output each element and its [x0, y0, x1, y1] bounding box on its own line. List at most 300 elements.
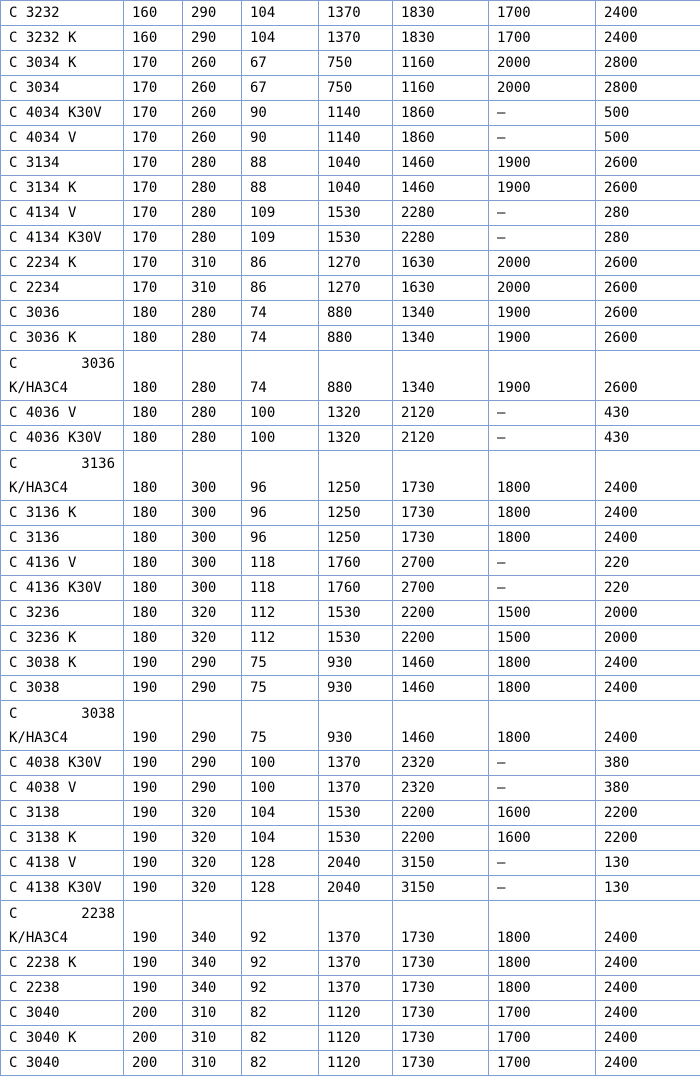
value-cell: 1120 [319, 1026, 393, 1051]
value-cell: 1700 [489, 1, 596, 26]
value-cell: 280 [596, 226, 700, 251]
value-cell: 190 [124, 701, 183, 751]
designation-cell: C 3040 K [1, 1026, 124, 1051]
value-cell: 2400 [596, 1, 700, 26]
table-row [1, 226, 700, 251]
value-cell: 2200 [393, 601, 489, 626]
value-cell: 290 [183, 676, 242, 701]
table-row [1, 601, 700, 626]
value-cell: 200 [124, 1051, 183, 1076]
value-cell: 2400 [596, 651, 700, 676]
value-cell: 290 [183, 776, 242, 801]
value-cell: 2400 [596, 526, 700, 551]
value-cell: 2600 [596, 301, 700, 326]
value-cell: 2280 [393, 201, 489, 226]
value-cell: 2000 [596, 601, 700, 626]
value-cell: 930 [319, 701, 393, 751]
value-cell: 320 [183, 826, 242, 851]
value-cell: 1830 [393, 26, 489, 51]
designation-cell: C 4036 V [1, 401, 124, 426]
value-cell: 1600 [489, 826, 596, 851]
value-cell: 340 [183, 901, 242, 951]
value-cell: 2320 [393, 751, 489, 776]
value-cell: 2400 [596, 26, 700, 51]
value-cell: 1730 [393, 976, 489, 1001]
value-cell: 1700 [489, 1051, 596, 1076]
value-cell: 1800 [489, 701, 596, 751]
designation-cell: C 3038 K/HA3C4 [1, 701, 124, 751]
value-cell: – [489, 401, 596, 426]
table-row [1, 1, 700, 26]
value-cell: 96 [242, 526, 319, 551]
value-cell: 1040 [319, 151, 393, 176]
table-row [1, 576, 700, 601]
value-cell: 1500 [489, 626, 596, 651]
value-cell: – [489, 126, 596, 151]
value-cell: 1700 [489, 26, 596, 51]
designation-cell: C 3040 [1, 1051, 124, 1076]
value-cell: 1270 [319, 276, 393, 301]
value-cell: 290 [183, 651, 242, 676]
value-cell: 2400 [596, 976, 700, 1001]
value-cell: 1800 [489, 676, 596, 701]
designation-cell: C 2238 K [1, 951, 124, 976]
value-cell: 1730 [393, 1001, 489, 1026]
value-cell: 1320 [319, 426, 393, 451]
designation-cell: C 3036 K [1, 326, 124, 351]
value-cell: 2040 [319, 876, 393, 901]
value-cell: 75 [242, 651, 319, 676]
value-cell: – [489, 776, 596, 801]
value-cell: 500 [596, 126, 700, 151]
value-cell: 190 [124, 801, 183, 826]
value-cell: 1530 [319, 201, 393, 226]
value-cell: 280 [596, 201, 700, 226]
value-cell: 2600 [596, 251, 700, 276]
table-row [1, 526, 700, 551]
value-cell: 2000 [489, 251, 596, 276]
value-cell: 128 [242, 876, 319, 901]
designation-cell: C 3232 K [1, 26, 124, 51]
value-cell: 2600 [596, 326, 700, 351]
value-cell: 100 [242, 776, 319, 801]
value-cell: 1140 [319, 126, 393, 151]
value-cell: 128 [242, 851, 319, 876]
value-cell: 1370 [319, 951, 393, 976]
value-cell: 1160 [393, 51, 489, 76]
value-cell: 1700 [489, 1026, 596, 1051]
value-cell: 104 [242, 826, 319, 851]
value-cell: 180 [124, 526, 183, 551]
designation-cell: C 3138 K [1, 826, 124, 851]
value-cell: 1460 [393, 676, 489, 701]
value-cell: 380 [596, 751, 700, 776]
table-row [1, 626, 700, 651]
value-cell: 1270 [319, 251, 393, 276]
value-cell: 2600 [596, 351, 700, 401]
value-cell: 170 [124, 126, 183, 151]
value-cell: 320 [183, 876, 242, 901]
table-row [1, 876, 700, 901]
value-cell: 2040 [319, 851, 393, 876]
value-cell: 1120 [319, 1051, 393, 1076]
value-cell: 260 [183, 76, 242, 101]
designation-cell: C 2234 [1, 276, 124, 301]
value-cell: 96 [242, 451, 319, 501]
value-cell: 2120 [393, 401, 489, 426]
value-cell: 1700 [489, 1001, 596, 1026]
value-cell: 2200 [596, 801, 700, 826]
table-row [1, 826, 700, 851]
value-cell: 1370 [319, 26, 393, 51]
value-cell: 88 [242, 176, 319, 201]
value-cell: 1460 [393, 701, 489, 751]
value-cell: 90 [242, 126, 319, 151]
table-row [1, 276, 700, 301]
value-cell: 310 [183, 1026, 242, 1051]
value-cell: – [489, 551, 596, 576]
designation-cell: C 2234 K [1, 251, 124, 276]
value-cell: 100 [242, 426, 319, 451]
designation-cell: C 4034 K30V [1, 101, 124, 126]
value-cell: 2280 [393, 226, 489, 251]
value-cell: 82 [242, 1001, 319, 1026]
value-cell: 130 [596, 876, 700, 901]
value-cell: 750 [319, 51, 393, 76]
designation-cell: C 4138 V [1, 851, 124, 876]
value-cell: 2600 [596, 176, 700, 201]
value-cell: 1830 [393, 1, 489, 26]
value-cell: 260 [183, 126, 242, 151]
designation-cell: C 4134 V [1, 201, 124, 226]
value-cell: 1800 [489, 501, 596, 526]
value-cell: 180 [124, 401, 183, 426]
value-cell: 75 [242, 676, 319, 701]
table-row [1, 401, 700, 426]
value-cell: 340 [183, 951, 242, 976]
value-cell: 880 [319, 326, 393, 351]
value-cell: 180 [124, 451, 183, 501]
value-cell: 1460 [393, 176, 489, 201]
value-cell: 75 [242, 701, 319, 751]
value-cell: 74 [242, 301, 319, 326]
table-row [1, 901, 700, 951]
value-cell: 2120 [393, 426, 489, 451]
table-row [1, 1001, 700, 1026]
designation-cell: C 3136 K/HA3C4 [1, 451, 124, 501]
value-cell: 300 [183, 551, 242, 576]
designation-cell: C 4036 K30V [1, 426, 124, 451]
value-cell: 1340 [393, 301, 489, 326]
table-body [1, 1, 700, 1076]
value-cell: 2400 [596, 501, 700, 526]
value-cell: 1860 [393, 126, 489, 151]
value-cell: 300 [183, 451, 242, 501]
table-row [1, 301, 700, 326]
value-cell: 1120 [319, 1001, 393, 1026]
value-cell: 118 [242, 551, 319, 576]
value-cell: 1760 [319, 551, 393, 576]
value-cell: 1250 [319, 501, 393, 526]
value-cell: 180 [124, 551, 183, 576]
value-cell: 170 [124, 51, 183, 76]
value-cell: 1600 [489, 801, 596, 826]
table-row [1, 1051, 700, 1076]
designation-cell: C 3134 [1, 151, 124, 176]
value-cell: 170 [124, 176, 183, 201]
value-cell: 180 [124, 351, 183, 401]
value-cell: 180 [124, 301, 183, 326]
value-cell: 220 [596, 551, 700, 576]
value-cell: 320 [183, 801, 242, 826]
value-cell: 104 [242, 1, 319, 26]
value-cell: 1730 [393, 451, 489, 501]
value-cell: – [489, 576, 596, 601]
table-row [1, 551, 700, 576]
value-cell: 300 [183, 501, 242, 526]
value-cell: 1730 [393, 951, 489, 976]
table-row [1, 26, 700, 51]
value-cell: 310 [183, 251, 242, 276]
value-cell: 2800 [596, 76, 700, 101]
table-row [1, 101, 700, 126]
value-cell: 200 [124, 1001, 183, 1026]
value-cell: 92 [242, 901, 319, 951]
designation-cell: C 3236 K [1, 626, 124, 651]
value-cell: 74 [242, 351, 319, 401]
value-cell: 260 [183, 51, 242, 76]
value-cell: 1900 [489, 351, 596, 401]
table-row [1, 451, 700, 501]
table-row [1, 801, 700, 826]
value-cell: 280 [183, 151, 242, 176]
value-cell: 280 [183, 401, 242, 426]
value-cell: 170 [124, 201, 183, 226]
designation-cell: C 2238 K/HA3C4 [1, 901, 124, 951]
value-cell: 930 [319, 651, 393, 676]
value-cell: 1250 [319, 526, 393, 551]
value-cell: 2000 [489, 76, 596, 101]
value-cell: 1730 [393, 901, 489, 951]
value-cell: 300 [183, 576, 242, 601]
designation-cell: C 3034 [1, 76, 124, 101]
value-cell: 104 [242, 801, 319, 826]
value-cell: 170 [124, 226, 183, 251]
designation-cell: C 3138 [1, 801, 124, 826]
value-cell: 1340 [393, 326, 489, 351]
value-cell: 190 [124, 676, 183, 701]
value-cell: 310 [183, 1051, 242, 1076]
value-cell: 190 [124, 976, 183, 1001]
value-cell: – [489, 226, 596, 251]
value-cell: – [489, 751, 596, 776]
designation-cell: C 3134 K [1, 176, 124, 201]
value-cell: 930 [319, 676, 393, 701]
value-cell: 2400 [596, 676, 700, 701]
value-cell: 90 [242, 101, 319, 126]
designation-cell: C 3236 [1, 601, 124, 626]
value-cell: 1730 [393, 526, 489, 551]
table-row [1, 751, 700, 776]
value-cell: 1370 [319, 751, 393, 776]
value-cell: 2400 [596, 951, 700, 976]
value-cell: 1160 [393, 76, 489, 101]
value-cell: 2400 [596, 451, 700, 501]
value-cell: 112 [242, 626, 319, 651]
table-row [1, 76, 700, 101]
designation-cell: C 4038 V [1, 776, 124, 801]
designation-cell: C 4034 V [1, 126, 124, 151]
table-row [1, 51, 700, 76]
value-cell: 750 [319, 76, 393, 101]
value-cell: 280 [183, 426, 242, 451]
value-cell: 200 [124, 1026, 183, 1051]
value-cell: 170 [124, 151, 183, 176]
value-cell: 170 [124, 251, 183, 276]
value-cell: 1800 [489, 951, 596, 976]
value-cell: 1530 [319, 801, 393, 826]
designation-cell: C 3036 K/HA3C4 [1, 351, 124, 401]
value-cell: 1630 [393, 251, 489, 276]
table-row [1, 151, 700, 176]
value-cell: 2200 [393, 626, 489, 651]
value-cell: 340 [183, 976, 242, 1001]
value-cell: 2400 [596, 701, 700, 751]
value-cell: 2320 [393, 776, 489, 801]
value-cell: 1370 [319, 1, 393, 26]
table-row [1, 501, 700, 526]
value-cell: 1860 [393, 101, 489, 126]
value-cell: 1630 [393, 276, 489, 301]
value-cell: – [489, 851, 596, 876]
value-cell: 86 [242, 276, 319, 301]
value-cell: 180 [124, 426, 183, 451]
value-cell: 92 [242, 976, 319, 1001]
value-cell: 96 [242, 501, 319, 526]
value-cell: 109 [242, 226, 319, 251]
value-cell: 82 [242, 1051, 319, 1076]
designation-cell: C 3136 [1, 526, 124, 551]
value-cell: 1730 [393, 1026, 489, 1051]
value-cell: 1800 [489, 526, 596, 551]
value-cell: 1370 [319, 901, 393, 951]
value-cell: 430 [596, 426, 700, 451]
value-cell: 280 [183, 201, 242, 226]
value-cell: 2200 [393, 826, 489, 851]
value-cell: 180 [124, 326, 183, 351]
designation-cell: C 3040 [1, 1001, 124, 1026]
value-cell: 100 [242, 401, 319, 426]
value-cell: 380 [596, 776, 700, 801]
value-cell: 180 [124, 576, 183, 601]
table-row [1, 951, 700, 976]
table-row [1, 676, 700, 701]
value-cell: 320 [183, 601, 242, 626]
value-cell: 320 [183, 851, 242, 876]
value-cell: – [489, 426, 596, 451]
value-cell: 280 [183, 226, 242, 251]
designation-cell: C 3034 K [1, 51, 124, 76]
value-cell: 2000 [596, 626, 700, 651]
value-cell: 1800 [489, 901, 596, 951]
table-row [1, 701, 700, 751]
value-cell: 2600 [596, 151, 700, 176]
value-cell: 1370 [319, 776, 393, 801]
value-cell: – [489, 876, 596, 901]
value-cell: 290 [183, 701, 242, 751]
value-cell: 280 [183, 301, 242, 326]
value-cell: 1900 [489, 301, 596, 326]
table-row [1, 851, 700, 876]
value-cell: 2700 [393, 576, 489, 601]
value-cell: 310 [183, 276, 242, 301]
value-cell: 74 [242, 326, 319, 351]
value-cell: 1800 [489, 976, 596, 1001]
value-cell: 190 [124, 951, 183, 976]
value-cell: 1900 [489, 176, 596, 201]
table-row [1, 201, 700, 226]
value-cell: 3150 [393, 876, 489, 901]
value-cell: 2600 [596, 276, 700, 301]
designation-cell: C 3136 K [1, 501, 124, 526]
table-row [1, 326, 700, 351]
value-cell: 67 [242, 76, 319, 101]
value-cell: 290 [183, 751, 242, 776]
value-cell: 160 [124, 26, 183, 51]
table-row [1, 176, 700, 201]
value-cell: 2400 [596, 1051, 700, 1076]
value-cell: – [489, 201, 596, 226]
value-cell: 1460 [393, 151, 489, 176]
value-cell: 220 [596, 576, 700, 601]
value-cell: 1730 [393, 1051, 489, 1076]
value-cell: 88 [242, 151, 319, 176]
value-cell: 290 [183, 26, 242, 51]
table-row [1, 351, 700, 401]
value-cell: 170 [124, 276, 183, 301]
value-cell: 190 [124, 651, 183, 676]
value-cell: 2200 [393, 801, 489, 826]
value-cell: 2400 [596, 1026, 700, 1051]
value-cell: 170 [124, 101, 183, 126]
value-cell: 880 [319, 301, 393, 326]
value-cell: 280 [183, 176, 242, 201]
value-cell: 109 [242, 201, 319, 226]
value-cell: 1760 [319, 576, 393, 601]
value-cell: 112 [242, 601, 319, 626]
value-cell: 1530 [319, 826, 393, 851]
designation-cell: C 4134 K30V [1, 226, 124, 251]
value-cell: – [489, 101, 596, 126]
value-cell: 190 [124, 851, 183, 876]
value-cell: 190 [124, 826, 183, 851]
value-cell: 180 [124, 601, 183, 626]
value-cell: 190 [124, 751, 183, 776]
table-row [1, 1026, 700, 1051]
designation-cell: C 2238 [1, 976, 124, 1001]
value-cell: 1530 [319, 601, 393, 626]
value-cell: 1530 [319, 226, 393, 251]
value-cell: 1500 [489, 601, 596, 626]
value-cell: 82 [242, 1026, 319, 1051]
value-cell: 2800 [596, 51, 700, 76]
value-cell: 2000 [489, 51, 596, 76]
value-cell: 1250 [319, 451, 393, 501]
value-cell: 1460 [393, 651, 489, 676]
value-cell: 320 [183, 626, 242, 651]
value-cell: 130 [596, 851, 700, 876]
designation-cell: C 3038 K [1, 651, 124, 676]
